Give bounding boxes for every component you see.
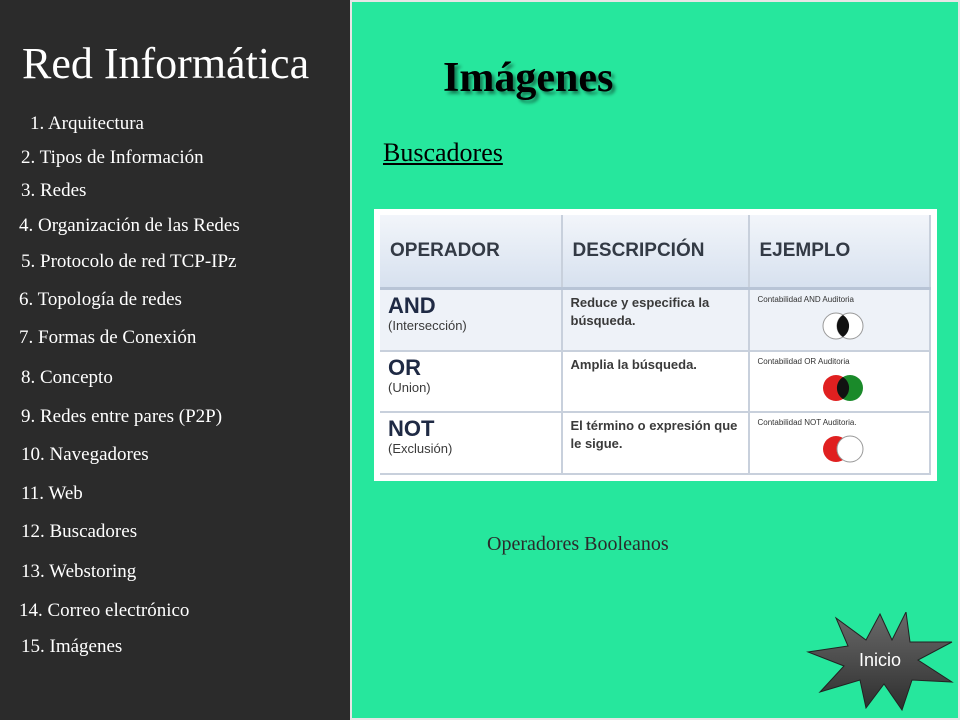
example-cell xyxy=(749,289,931,351)
app-title: Red Informática xyxy=(22,39,310,88)
sidebar-item-formas-de-conexion[interactable]: 7. Formas de Conexión xyxy=(19,327,197,348)
sidebar-item-arquitectura[interactable]: 1. Arquitectura xyxy=(30,113,144,134)
sidebar-item-concepto[interactable]: 8. Concepto xyxy=(21,367,113,388)
description-cell xyxy=(562,412,749,474)
sidebar-item-topologia[interactable]: 6. Topología de redes xyxy=(19,289,182,310)
operator-cell xyxy=(380,289,562,351)
table-row xyxy=(380,351,930,413)
operator-name: OR xyxy=(388,354,421,380)
sidebar xyxy=(0,0,350,720)
description-cell xyxy=(562,351,749,413)
sidebar-item-web[interactable]: 11. Web xyxy=(21,483,83,504)
sidebar-item-webstoring[interactable]: 13. Webstoring xyxy=(21,561,137,582)
sidebar-item-organizacion[interactable]: 4. Organización de las Redes xyxy=(19,215,240,236)
page-title: Imágenes xyxy=(443,55,614,101)
image-caption: Operadores Booleanos xyxy=(487,533,669,555)
example-text: Contabilidad OR Auditoria xyxy=(757,356,850,366)
sidebar-item-redes[interactable]: 3. Redes xyxy=(21,180,87,201)
operator-subtitle: (Union) xyxy=(388,379,431,395)
operator-subtitle: (Intersección) xyxy=(388,318,467,333)
sidebar-item-tipos-de-informacion[interactable]: 2. Tipos de Información xyxy=(21,147,204,168)
operator-description: Amplia la búsqueda. xyxy=(570,356,697,372)
operator-cell xyxy=(380,412,562,474)
home-button[interactable] xyxy=(806,612,954,712)
example-text: Contabilidad NOT Auditoria. xyxy=(757,418,857,428)
example-cell xyxy=(749,351,931,413)
buscadores-link[interactable]: Buscadores xyxy=(383,138,503,167)
operator-subtitle: (Exclusión) xyxy=(388,441,453,457)
sidebar-item-protocolo[interactable]: 5. Protocolo de red TCP-IPz xyxy=(21,251,237,272)
sidebar-item-navegadores[interactable]: 10. Navegadores xyxy=(21,444,149,465)
description-cell xyxy=(562,289,749,351)
boolean-operators-table-image xyxy=(374,209,937,481)
sidebar-item-correo[interactable]: 14. Correo electrónico xyxy=(19,600,190,621)
example-cell xyxy=(749,412,931,474)
operator-description: Reduce y especifica la búsqueda. xyxy=(570,295,710,328)
sidebar-item-buscadores[interactable]: 12. Buscadores xyxy=(21,521,138,542)
boolean-operators-table xyxy=(380,215,931,475)
venn-union-icon xyxy=(818,372,868,404)
home-button-label: Inicio xyxy=(858,650,902,670)
operator-cell xyxy=(380,351,562,413)
venn-exclusion-icon xyxy=(818,433,868,465)
venn-intersection-icon xyxy=(818,310,868,342)
header-descripcion: DESCRIPCIÓN xyxy=(562,215,749,289)
operator-name: AND xyxy=(388,293,436,318)
header-ejemplo: EJEMPLO xyxy=(749,215,931,289)
sidebar-item-imagenes[interactable]: 15. Imágenes xyxy=(21,636,123,657)
operator-description: El término o expresión que le sigue. xyxy=(570,418,738,452)
example-text: Contabilidad AND Auditoria xyxy=(757,295,855,304)
header-operador: OPERADOR xyxy=(380,215,562,289)
table-row xyxy=(380,289,930,351)
sidebar-item-p2p[interactable]: 9. Redes entre pares (P2P) xyxy=(21,406,223,427)
operator-name: NOT xyxy=(388,416,435,442)
table-row xyxy=(380,412,930,474)
